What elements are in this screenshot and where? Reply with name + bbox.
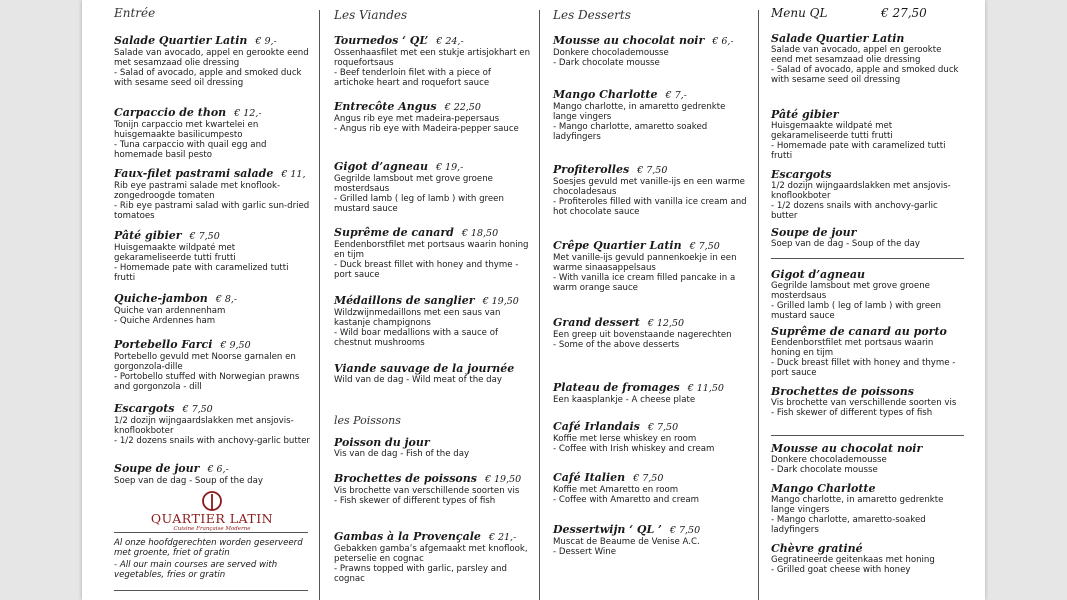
dish-price: € 19,50 xyxy=(482,296,519,307)
dish-name xyxy=(114,106,310,120)
dish-name xyxy=(771,168,964,181)
dish-description-nl: Soep van de dag - Soup of the day xyxy=(771,239,920,249)
dish-title: Soupe de jour xyxy=(114,462,200,475)
dish-name xyxy=(553,88,749,102)
menu-item xyxy=(771,32,964,85)
dish-description-nl: Portebello gevuld met Noorse garnalen en gorgonzola-dille xyxy=(114,352,296,372)
menu-item xyxy=(334,436,532,459)
menu-item xyxy=(334,294,532,348)
column-divider xyxy=(319,10,320,600)
menu-item xyxy=(553,88,749,142)
dish-name xyxy=(114,462,310,476)
menu-item xyxy=(771,442,964,475)
dish-description-en: - Coffee with Amaretto and cream xyxy=(553,495,700,505)
dish-title: Mango Charlotte xyxy=(771,482,876,495)
dish-name xyxy=(334,294,532,308)
dish-name xyxy=(771,226,964,239)
menu-ql-title: Menu QL xyxy=(771,6,828,20)
dish-name xyxy=(771,442,964,455)
dish-description-nl: Ossenhaasfilet met een stukje artisjokhart en roquefortsaus xyxy=(334,48,531,68)
dish-name xyxy=(334,530,532,544)
dish-name xyxy=(553,316,749,330)
column-divider xyxy=(758,10,759,600)
dish-name xyxy=(553,239,749,253)
dish-description-en: - Profiteroles filled with vanilla ice cream and hot chocolate sauce xyxy=(553,197,747,217)
dish-name xyxy=(114,402,310,416)
dish-description-en: - Quiche Ardennes ham xyxy=(114,316,216,326)
dish-name xyxy=(771,32,964,45)
dish-name xyxy=(771,268,964,281)
menu-item xyxy=(114,462,310,486)
dish-title: Gigot d’agneau xyxy=(771,268,865,281)
dish-description-nl: Vis brochette van verschillende soorten vis xyxy=(334,486,520,496)
dish-title: Gigot d’agneau xyxy=(334,160,428,173)
dish-title: Pâté gibier xyxy=(114,229,182,242)
menu-item xyxy=(334,226,532,280)
dish-name xyxy=(553,34,749,48)
dish-description-en: - With vanilla ice cream filled pancake in a warm orange sauce xyxy=(553,273,736,293)
dish-title: Profiterolles xyxy=(553,163,630,176)
dish-title: Escargots xyxy=(771,168,832,181)
dish-description-nl: Eendenborstfilet met portsaus waarin honing en tijm xyxy=(771,338,934,358)
dish-title: Soupe de jour xyxy=(771,226,857,239)
section-title-desserts: Les Desserts xyxy=(553,8,631,22)
dish-price: € 7,50 xyxy=(182,404,213,415)
dish-name xyxy=(771,482,964,495)
dish-description-en: - Fish skewer of different types of fish xyxy=(334,496,496,506)
dish-description-nl: Koffie met Ierse whiskey en room xyxy=(553,434,697,444)
dish-name xyxy=(334,472,532,486)
dish-description-en: - Duck breast fillet with honey and thyme - port sauce xyxy=(771,358,956,378)
dish-description-en: - Mango charlotte, amaretto-soaked ladyfingers xyxy=(771,515,926,535)
dish-description-nl: Gegratineerde geitenkaas met honing xyxy=(771,555,935,565)
menu-item xyxy=(771,385,964,418)
dish-price: € 7,50 xyxy=(689,241,720,252)
dish-price: € 11, xyxy=(281,169,306,180)
dish-price: € 7,50 xyxy=(637,165,668,176)
dish-description-nl: Mango charlotte, in amaretto gedrenkte lange vingers xyxy=(553,102,726,122)
menu-item xyxy=(771,268,964,321)
menu-ql-price: € 27,50 xyxy=(881,6,927,20)
dish-title: Dessertwijn ‘ QL ’ xyxy=(553,523,662,536)
section-title-poissons: les Poissons xyxy=(334,414,401,427)
dish-name xyxy=(114,229,310,243)
dish-title: Chèvre gratiné xyxy=(771,542,863,555)
dish-price: € 7,50 xyxy=(669,525,701,536)
dish-description-en: - Some of the above desserts xyxy=(553,340,680,350)
dish-price: € 19,- xyxy=(435,162,464,173)
dish-title: Brochettes de poissons xyxy=(771,385,914,398)
dish-price: € 19,50 xyxy=(484,474,522,485)
dish-description-nl: 1/2 dozijn wijngaardslakken met ansjovis-knoflookboter xyxy=(771,181,951,201)
dish-name xyxy=(114,292,310,306)
menu-item xyxy=(771,482,964,535)
dish-description-en: - Fish skewer of different types of fish xyxy=(771,408,933,418)
dish-price: € 11,50 xyxy=(687,383,724,394)
dish-description-en: - Wild boar medallions with a sauce of chestnut mushrooms xyxy=(334,328,498,348)
menu-item xyxy=(114,338,310,392)
dish-description-nl: Wild van de dag - Wild meat of the day xyxy=(334,375,502,385)
dish-title: Grand dessert xyxy=(553,316,640,329)
dish-price: € 7,50 xyxy=(647,422,679,433)
dish-name xyxy=(114,338,310,352)
dish-description-nl: Donkere chocolademousse xyxy=(771,455,887,465)
ql-logo-icon xyxy=(201,490,223,512)
dish-price: € 8,- xyxy=(215,294,238,305)
dish-price: € 21,- xyxy=(488,532,517,543)
menu-item xyxy=(771,108,964,161)
dish-description-en: - Coffee with Irish whiskey and cream xyxy=(553,444,715,454)
menu-item xyxy=(334,362,532,385)
dish-description-nl: Soep van de dag - Soup of the day xyxy=(114,476,263,486)
dish-description-en: - Dark chocolate mousse xyxy=(553,58,660,68)
dish-description-en: - Tuna carpaccio with quail egg and homemade basil pesto xyxy=(114,140,267,160)
dish-description-en: - 1/2 dozens snails with anchovy-garlic butter xyxy=(114,436,310,446)
dish-description-nl: Muscat de Beaume de Venise A.C. xyxy=(553,537,700,547)
dish-title: Quiche-jambon xyxy=(114,292,208,305)
dish-description-en: - Grilled lamb ( leg of lamb ) with green mustard sauce xyxy=(334,194,504,214)
dish-description-nl: Soesjes gevuld met vanille-ijs en een warme chocoladesaus xyxy=(553,177,745,197)
dish-description-nl: Tonijn carpaccio met kwartelei en huisgemaakte basilicumpesto xyxy=(114,120,259,140)
dish-title: Salade Quartier Latin xyxy=(771,32,905,45)
dish-title: Escargots xyxy=(114,402,175,415)
dish-name xyxy=(553,471,749,485)
dish-description-nl: Een kaasplankje - A cheese plate xyxy=(553,395,696,405)
column-divider xyxy=(539,10,540,600)
dish-name xyxy=(771,385,964,398)
dish-description-en: - Salad of avocado, apple and smoked duck with sesame seed oil dressing xyxy=(771,65,959,85)
dish-title: Viande sauvage de la journée xyxy=(334,362,515,375)
menu-item xyxy=(553,420,749,454)
dish-title: Mango Charlotte xyxy=(553,88,658,101)
dish-title: Médaillons de sanglier xyxy=(334,294,475,307)
dish-description-en: - Angus rib eye with Madeira-pepper sauce xyxy=(334,124,519,134)
dish-price: € 9,50 xyxy=(220,340,251,351)
menu-page xyxy=(82,0,985,600)
menu-item xyxy=(553,316,749,350)
menu-item xyxy=(553,381,749,405)
dish-description-en: - Duck breast fillet with honey and thyme - port sauce xyxy=(334,260,519,280)
dish-description-en: - Portobello stuffed with Norwegian prawns and gorgonzola - dill xyxy=(114,372,300,392)
logo-subtitle: Cuisine Française Moderne xyxy=(173,526,251,532)
dish-description-en: - Homemade pate with caramelized tutti frutti xyxy=(114,263,289,283)
dish-description-nl: Gegrilde lamsbout met grove groene mosterdsaus xyxy=(771,281,930,301)
dish-name xyxy=(334,436,532,449)
menu-item xyxy=(114,34,310,88)
dish-description-nl: Gebakken gamba’s afgemaakt met knoflook, peterselie en cognac xyxy=(334,544,528,564)
menu-item xyxy=(771,168,964,221)
menu-item xyxy=(553,523,749,557)
dish-description-en: - Dark chocolate mousse xyxy=(771,465,878,475)
dish-description-nl: Quiche van ardennenham xyxy=(114,306,226,316)
menu-item xyxy=(553,163,749,217)
logo-name: QUARTIER LATIN xyxy=(150,511,274,526)
dish-name xyxy=(334,160,532,174)
dish-price: € 24,- xyxy=(436,36,464,47)
dish-description-nl: Met vanille-ijs gevuld pannenkoekje in een warme sinaasappelsaus xyxy=(553,253,737,273)
restaurant-logo xyxy=(142,490,282,532)
dish-description-nl: Vis van de dag - Fish of the day xyxy=(334,449,470,459)
dish-description-nl: Mango charlotte, in amaretto gedrenkte lange vingers xyxy=(771,495,944,515)
dish-description-en: - Dessert Wine xyxy=(553,547,617,557)
dish-price: € 22,50 xyxy=(444,102,481,113)
dish-description-nl: Donkere chocolademousse xyxy=(553,48,669,58)
note-nl: Al onze hoofdgerechten worden geserveerd met groente, friet of gratin xyxy=(114,538,303,558)
dish-name xyxy=(114,34,310,48)
dish-description-nl: Een greep uit bovenstaande nagerechten xyxy=(553,330,732,340)
menu-item xyxy=(771,325,964,378)
dish-title: Suprême de canard xyxy=(334,226,454,239)
menu-item xyxy=(114,167,310,221)
dish-title: Gambas à la Provençale xyxy=(334,530,481,543)
menu-item xyxy=(334,100,532,134)
dish-title: Mousse au chocolat noir xyxy=(553,34,705,47)
dish-description-en: - Prawns topped with garlic, parsley and cognac xyxy=(334,564,507,584)
dish-price: € 7,50 xyxy=(189,231,220,242)
dish-description-nl: Salade van avocado, appel en gerookte eend met sesamzaad olie dressing xyxy=(771,45,942,65)
menu-divider xyxy=(771,258,964,259)
dish-price: € 6,- xyxy=(712,36,734,47)
menu-item xyxy=(553,34,749,68)
menu-item xyxy=(771,226,964,249)
dish-description-en: - Mango charlotte, amaretto soaked ladyfingers xyxy=(553,122,708,142)
dish-description-nl: Huisgemaakte wildpaté met gekarameliseerde tutti frutti xyxy=(771,121,893,141)
dish-title: Salade Quartier Latin xyxy=(114,34,248,47)
dish-description-nl: Wildzwijnmedaillons met een saus van kastanje champignons xyxy=(334,308,501,328)
bottom-divider xyxy=(114,590,308,591)
dish-description-nl: Gegrilde lamsbout met grove groene mosterdsaus xyxy=(334,174,493,194)
menu-item xyxy=(553,239,749,293)
dish-title: Café Irlandais xyxy=(553,420,640,433)
dish-description-en: - Rib eye pastrami salad with garlic sun-dried tomatoes xyxy=(114,201,310,221)
note-en: - All our main courses are served with vegetables, fries or gratin xyxy=(114,560,278,580)
dish-description-nl: Huisgemaakte wildpaté met gekarameliseerde tutti frutti xyxy=(114,243,236,263)
menu-ql-header xyxy=(771,6,967,20)
menu-item xyxy=(334,160,532,214)
dish-description-en: - Grilled goat cheese with honey xyxy=(771,565,911,575)
menu-divider xyxy=(771,435,964,436)
dish-name xyxy=(553,523,749,537)
dish-description-en: - Salad of avocado, apple and smoked duck with sesame seed oil dressing xyxy=(114,68,302,88)
dish-name xyxy=(553,163,749,177)
dish-description-nl: 1/2 dozijn wijngaardslakken met ansjovis-knoflookboter xyxy=(114,416,294,436)
dish-description-en: - Grilled lamb ( leg of lamb ) with green mustard sauce xyxy=(771,301,941,321)
dish-name xyxy=(771,325,964,338)
section-title-entree: Entrée xyxy=(114,6,156,20)
menu-item xyxy=(114,292,310,326)
dish-description-nl: Angus rib eye met madeira-pepersaus xyxy=(334,114,500,124)
note-divider xyxy=(114,532,308,533)
dish-title: Mousse au chocolat noir xyxy=(771,442,923,455)
dish-price: € 6,- xyxy=(207,464,229,475)
dish-description-nl: Koffie met Amaretto en room xyxy=(553,485,679,495)
menu-item xyxy=(114,106,310,160)
dish-name xyxy=(553,420,749,434)
dish-name xyxy=(553,381,749,395)
dish-description-nl: Rib eye pastrami salade met knoflook-zongedroogde tomaten xyxy=(114,181,281,201)
dish-title: Portebello Farci xyxy=(114,338,213,351)
menu-item xyxy=(771,542,964,575)
dish-price: € 12,50 xyxy=(647,318,685,329)
section-title-viandes: Les Viandes xyxy=(334,8,408,22)
dish-title: Plateau de fromages xyxy=(553,381,680,394)
dish-title: Pâté gibier xyxy=(771,108,839,121)
menu-item xyxy=(114,229,310,283)
dish-description-en: - Homemade pate with caramelized tutti frutti xyxy=(771,141,946,161)
dish-name xyxy=(771,542,964,555)
menu-item xyxy=(334,34,532,88)
dish-description-nl: Vis brochette van verschillende soorten vis xyxy=(771,398,957,408)
dish-name xyxy=(771,108,964,121)
menu-item xyxy=(334,530,532,584)
dish-name xyxy=(334,362,532,375)
dish-title: Entrecôte Angus xyxy=(334,100,437,113)
dish-price: € 18,50 xyxy=(461,228,499,239)
menu-item xyxy=(334,472,532,506)
dish-title: Crêpe Quartier Latin xyxy=(553,239,682,252)
dish-name xyxy=(114,167,310,181)
dish-name xyxy=(334,100,532,114)
dish-price: € 9,- xyxy=(255,36,277,47)
dish-title: Brochettes de poissons xyxy=(334,472,477,485)
dish-title: Faux-filet pastrami salade xyxy=(114,167,274,180)
dish-name xyxy=(334,226,532,240)
dish-description-nl: Salade van avocado, appel en gerookte eend met sesamzaad olie dressing xyxy=(114,48,309,68)
dish-description-en: - Beef tenderloin filet with a piece of artichoke heart and roquefort sauce xyxy=(334,68,491,88)
dish-name xyxy=(334,34,532,48)
dish-title: Carpaccio de thon xyxy=(114,106,227,119)
dish-title: Suprême de canard au porto xyxy=(771,325,947,338)
dish-title: Tournedos ‘ QL’ xyxy=(334,34,429,47)
dish-price: € 7,50 xyxy=(633,473,664,484)
dish-price: € 12,- xyxy=(234,108,262,119)
dish-title: Poisson du jour xyxy=(334,436,430,449)
menu-item xyxy=(553,471,749,505)
menu-item xyxy=(114,402,310,446)
dish-description-nl: Eendenborstfilet met portsaus waarin honing en tijm xyxy=(334,240,529,260)
dish-description-en: - 1/2 dozens snails with anchovy-garlic butter xyxy=(771,201,938,221)
dish-price: € 7,- xyxy=(665,90,687,101)
dish-title: Café Italien xyxy=(553,471,626,484)
